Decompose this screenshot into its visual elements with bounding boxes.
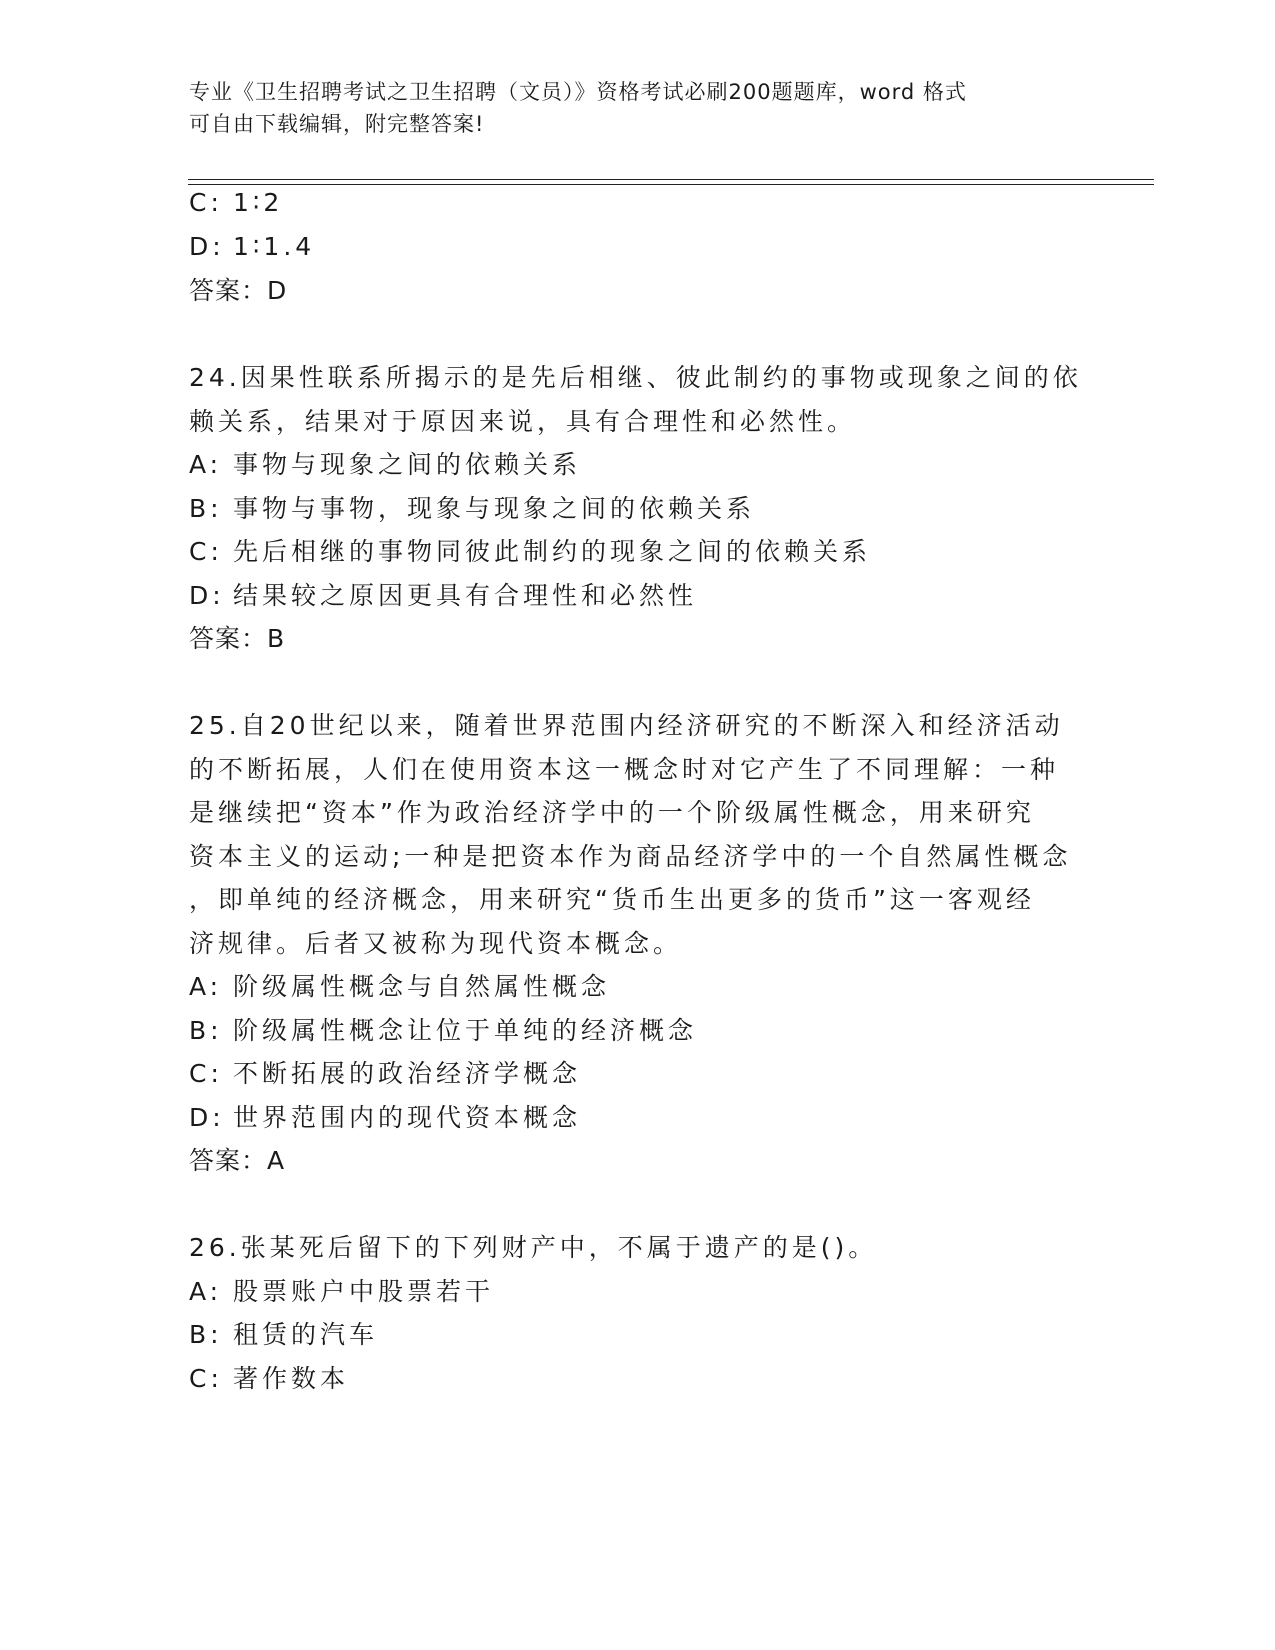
question-24-stem-line: 赖关系，结果对于原因来说，具有合理性和必然性。 (189, 407, 857, 436)
question-25-stem-line: 是继续把“资本”作为政治经济学中的一个阶级属性概念，用来研究 (189, 798, 1035, 827)
option-letter: D: (189, 232, 225, 261)
question-25-stem-line: 资本主义的运动;一种是把资本作为商品经济学中的一个自然属性概念 (189, 842, 1072, 871)
question-26-stem-line: 26.张某死后留下的下列财产中，不属于遗产的是()。 (189, 1233, 878, 1262)
option-c (189, 188, 283, 218)
option-text: 1∶1.4 (233, 232, 316, 261)
option-text: 著作数本 (233, 1364, 350, 1393)
option-text: 股票账户中股票若干 (233, 1277, 495, 1306)
answer-line: 答案：A (189, 1146, 286, 1175)
option-b (189, 1320, 378, 1350)
question-24-stem-line: 24.因果性联系所揭示的是先后相继、彼此制约的事物或现象之间的依 (189, 363, 1082, 392)
question-25-stem-line: ，即单纯的经济概念，用来研究“货币生出更多的货币”这一客观经 (189, 885, 1035, 914)
option-letter: D: (189, 581, 225, 610)
option-c (189, 537, 871, 567)
option-d (189, 581, 697, 611)
option-text: 不断拓展的政治经济学概念 (233, 1059, 582, 1088)
option-b (189, 1016, 697, 1046)
option-a (189, 972, 610, 1002)
document-header (189, 76, 1089, 140)
question-25-stem-line: 的不断拓展，人们在使用资本这一概念时对它产生了不同理解：一种 (189, 755, 1060, 784)
option-letter: C: (189, 537, 223, 566)
option-letter: C: (189, 1364, 223, 1393)
header-line-1: 专业《卫生招聘考试之卫生招聘（文员）》资格考试必刷200题题库，word 格式 (189, 80, 967, 104)
option-text: 阶级属性概念与自然属性概念 (233, 972, 611, 1001)
option-a (189, 450, 581, 480)
option-letter: A: (189, 450, 223, 479)
option-letter: D: (189, 1103, 225, 1132)
option-letter: A: (189, 1277, 223, 1306)
option-letter: B: (189, 494, 223, 523)
option-text: 事物与事物，现象与现象之间的依赖关系 (233, 494, 756, 523)
question-25-stem-line: 25.自20世纪以来，随着世界范围内经济研究的不断深入和经济活动 (189, 711, 1064, 740)
answer-line: 答案：D (189, 276, 288, 305)
question-25-stem-line: 济规律。后者又被称为现代资本概念。 (189, 929, 683, 958)
option-b (189, 494, 755, 524)
option-text: 租赁的汽车 (233, 1320, 379, 1349)
option-a (189, 1277, 494, 1307)
option-letter: A: (189, 972, 223, 1001)
option-d (189, 232, 315, 262)
option-text: 先后相继的事物同彼此制约的现象之间的依赖关系 (233, 537, 872, 566)
option-c (189, 1364, 349, 1394)
option-text: 事物与现象之间的依赖关系 (233, 450, 582, 479)
option-c (189, 1059, 581, 1089)
answer-line: 答案：B (189, 624, 286, 653)
option-text: 世界范围内的现代资本概念 (233, 1103, 582, 1132)
option-letter: C: (189, 1059, 223, 1088)
option-letter: C: (189, 188, 223, 217)
option-d (189, 1103, 581, 1133)
option-letter: B: (189, 1016, 223, 1045)
header-divider-top (188, 179, 1154, 180)
header-divider-bottom (188, 184, 1154, 185)
option-text: 1∶2 (233, 188, 284, 217)
option-letter: B: (189, 1320, 223, 1349)
header-line-2: 可自由下载编辑，附完整答案! (189, 112, 485, 136)
option-text: 阶级属性概念让位于单纯的经济概念 (233, 1016, 698, 1045)
option-text: 结果较之原因更具有合理性和必然性 (233, 581, 698, 610)
